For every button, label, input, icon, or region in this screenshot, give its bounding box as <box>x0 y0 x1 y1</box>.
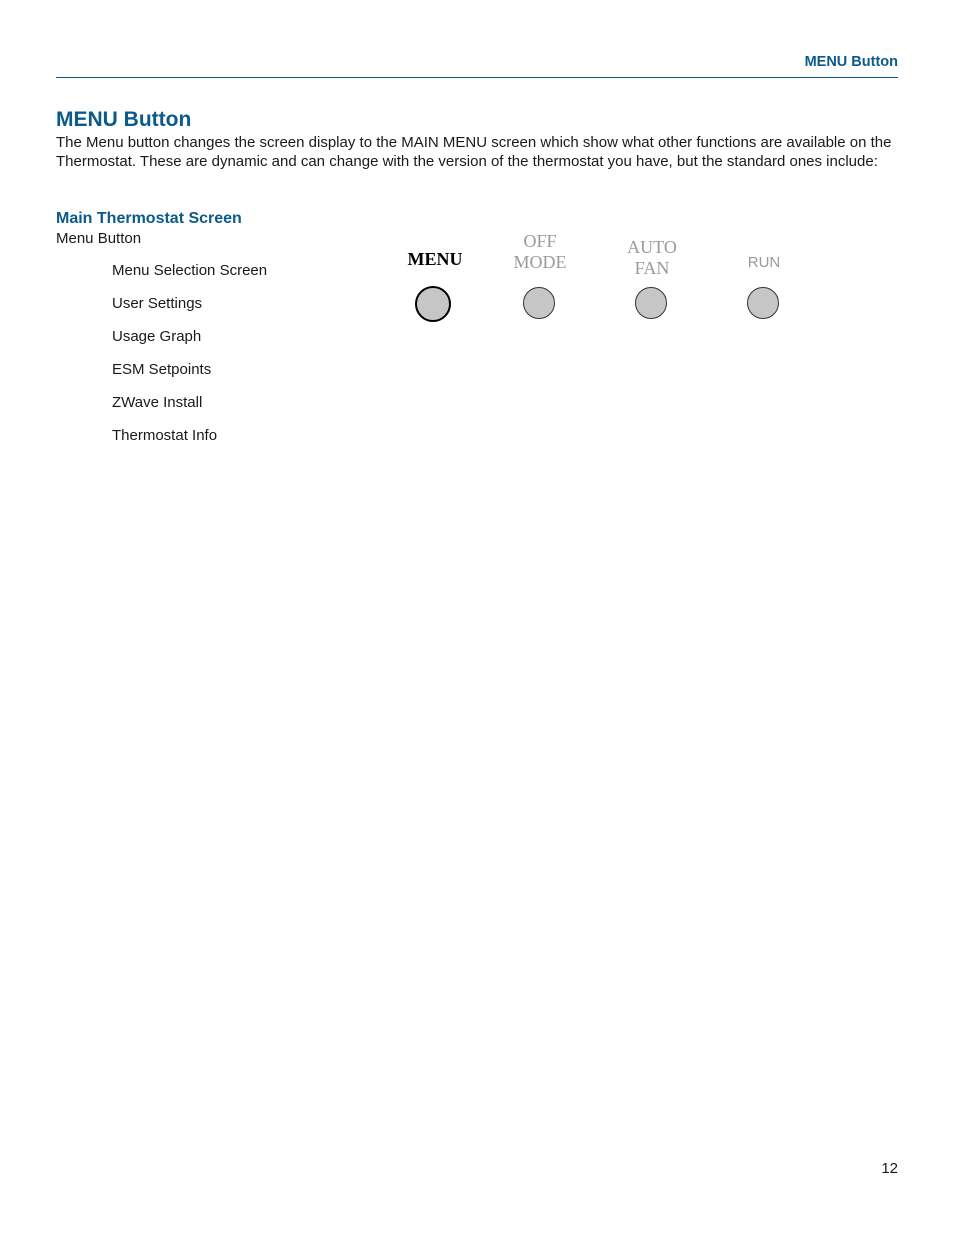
subsection-heading: Main Thermostat Screen <box>56 210 242 227</box>
page-number: 12 <box>881 1160 898 1177</box>
fan-button-label <box>592 237 712 279</box>
list-item: Usage Graph <box>112 328 202 345</box>
subsection-label: Menu Button <box>56 230 142 247</box>
menu-button-label: MENU <box>407 249 463 269</box>
list-item: Menu Selection Screen <box>112 262 268 279</box>
fan-button[interactable] <box>635 287 667 319</box>
mode-label-line2: MODE <box>513 252 567 272</box>
section-heading: MENU Button <box>56 108 192 131</box>
list-item: Thermostat Info <box>112 427 218 444</box>
list-item: User Settings <box>112 295 203 312</box>
list-item: ZWave Install <box>112 394 203 411</box>
intro-paragraph: The Menu button changes the screen display to the MAIN MENU screen which show what other functions are available on the Thermostat. These are dynamic and can change with the version of the thermostat you have, but the standard ones include: <box>56 134 892 170</box>
list-item: ESM Setpoints <box>112 361 212 378</box>
mode-button-label <box>480 231 600 273</box>
mode-label-line1: OFF <box>523 231 557 251</box>
run-button[interactable] <box>747 287 779 319</box>
running-header-title: MENU Button <box>804 54 898 70</box>
fan-label-line1: AUTO <box>627 237 677 257</box>
menu-button[interactable] <box>415 286 451 322</box>
fan-label-line2: FAN <box>634 258 670 278</box>
mode-button[interactable] <box>523 287 555 319</box>
run-button-label: RUN <box>747 254 781 271</box>
header-divider <box>56 77 898 78</box>
menu-options-list <box>112 262 267 460</box>
